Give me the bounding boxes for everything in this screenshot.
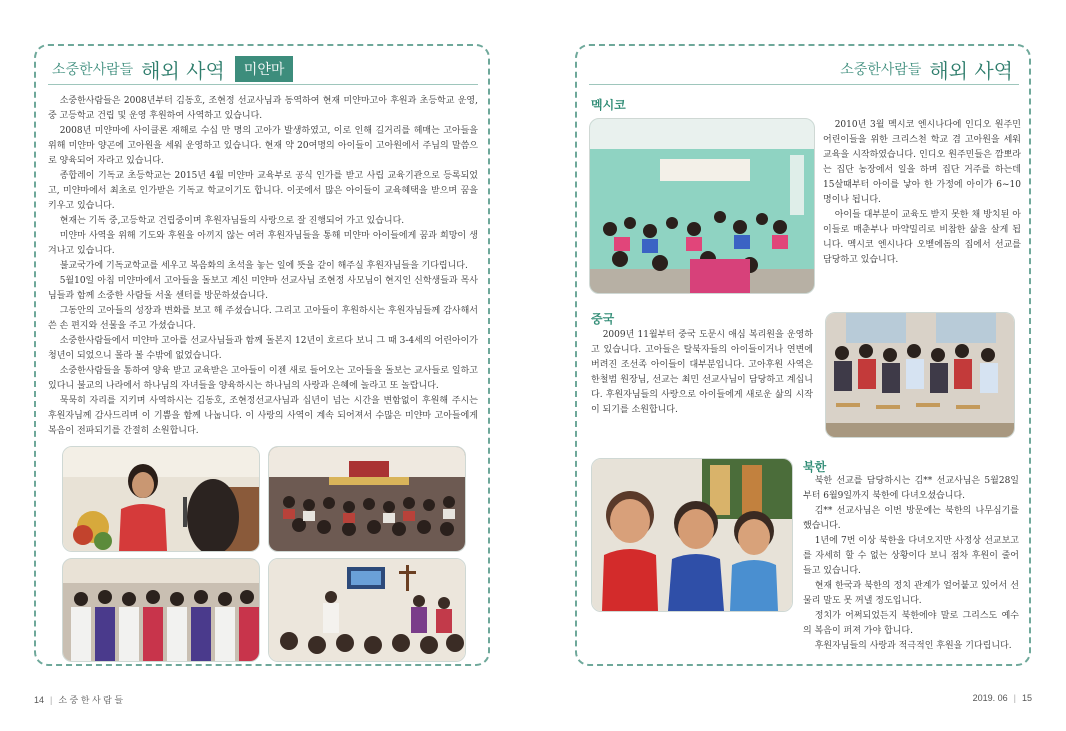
photo-worship-service: [268, 558, 466, 662]
section-title: 해외 사역: [141, 58, 225, 83]
myanmar-article: [48, 94, 478, 439]
article-paragraph: 정치가 어쩌되었든지 북한에야 말로 그리스도 예수의 복음이 퍼져 가야 합니다.: [803, 611, 1019, 636]
brand-label: 소중한사람들: [840, 62, 922, 78]
right-page-header: [840, 54, 1013, 84]
article-paragraph: 5월10일 아침 미얀마에서 고아들을 돌보고 계신 미얀마 선교사님 조현정 사모님이 현지인 신학생들과 목사님들과 함께 소중한 사람들 서울 센터를 방문하셨습니다.: [48, 276, 478, 301]
header-divider: [48, 84, 478, 85]
left-footer: 14 | 소 중 한 사 람 들: [34, 695, 124, 705]
article-paragraph: 미얀마 사역을 위해 기도와 후원을 아끼지 않는 여러 후원자님들을 통해 미얀마 아이들에게 꿈과 희망이 생겨나고 있습니다.: [48, 231, 478, 256]
article-paragraph: 후원자님들의 사랑과 적극적인 후원을 기다립니다.: [814, 641, 1012, 651]
footer-label: 소 중 한 사 람 들: [58, 695, 124, 705]
right-page: [575, 44, 1031, 666]
article-paragraph: 북한 선교를 담당하시는 김** 선교사님은 5월28일부터 6월9일까지 북한에 다녀오셨습니다.: [803, 476, 1019, 501]
left-page: [34, 44, 490, 666]
page-number: 15: [1021, 693, 1032, 703]
country-tag: 미얀마: [235, 56, 294, 82]
article-paragraph: 불교국가에 기독교학교를 세우고 복음화의 초석을 놓는 일에 뜻을 같이 해주실 후원자님들을 기다립니다.: [59, 261, 468, 271]
mexico-heading: 멕시코: [591, 98, 626, 112]
article-paragraph: 아이들 대부분이 교육도 받지 못한 채 방치된 아이들로 매춘부나 마약밀리로 비참한 삶을 살게 됩니다. 멕시코 엔시나다 오벧에돔의 집에서 선교를 담당하고 있습니다.: [823, 210, 1021, 265]
article-paragraph: 현재 한국과 북한의 정치 관계가 얼어붙고 있어서 선물리 말도 못 꺼낼 정도입니다.: [803, 581, 1019, 606]
article-paragraph: 2009년 11월부터 중국 도문시 애심 복리원을 운영하고 있습니다. 고아들은 탈북자들의 아이들이거나 연변에 버려진 조선족 아이들이 대부분입니다. 고아후원 사역은 한철범 원장님, 선교는 최민 선교사님이 담당하고 계십니다. 후원자님들의 사랑으로 아이들에게 새로운 삶의 시작이 되기를 소원합니다.: [591, 330, 813, 415]
north-korea-heading: 북한: [803, 460, 827, 474]
article-paragraph: 2010년 3월 멕시코 엔시나다에 인디오 원주민 어린이들을 위한 크리스천 학교 겸 고아원을 세워 교육을 시작하였습니다. 인디오 원주민들은 깜뽀라는 집단 농장에서 일을 하며 집단 거주를 하는데 15살때부터 아이를 낳아 한 가정에 아이가 6~10명이나 됩니다.: [823, 120, 1021, 205]
photo-china-children: [825, 312, 1015, 438]
header-divider: [589, 84, 1019, 85]
mexico-article: [823, 118, 1021, 268]
article-paragraph: 종합레이 기독교 초등학교는 2015년 4월 미얀마 교육부로 공식 인가를 받고 사립 교육기관으로 등록되었고, 미얀마에서 최초로 인가받은 기독교 학교이기도 합니다. 이곳에서 많은 아이들이 교육혜택을 받으며 꿈을 키우고 있습니다.: [48, 171, 478, 211]
north-korea-article: [803, 474, 1019, 654]
issue-date: 2019. 06: [972, 693, 1008, 703]
article-paragraph: 소중한사람들을 통하여 양육 받고 교육받은 고아들이 이젠 새로 들어오는 고아들을 돌보는 교사들로 일하고 있다니 불교의 나라에서 하나님의 자녀들을 양육하시는 하나님의 사랑과 은혜에 놀라고 또 놀랍니다.: [48, 366, 478, 391]
article-paragraph: 묵묵히 자리를 지키며 사역하시는 김동호, 조현정선교사님과 십년이 넘는 시간을 변함없이 후원해 주시는 후원자님께 감사드리며 이 기쁨을 함께 나눕니다. 이 사랑의 사역이 계속 되어져서 수많은 미얀마 고아들에게 복음이 전파되기를 간절히 소원합니다.: [48, 396, 478, 436]
article-paragraph: 1년에 7번 이상 북한을 다녀오지만 사정상 선교보고를 자세히 할 수 없는 상황이다 보니 점차 후원이 줄어들고 있습니다.: [803, 536, 1019, 576]
page-number: 14: [34, 695, 45, 705]
article-paragraph: 현재는 기독 중,고등학교 건립중이며 후원자님들의 사랑으로 잘 진행되어 가고 있습니다.: [59, 216, 405, 226]
photo-children-smiling: [591, 458, 793, 612]
china-article: [591, 328, 813, 418]
photo-choir: [62, 558, 260, 662]
right-footer: 2019. 06 | 15: [972, 693, 1032, 703]
article-paragraph: 소중한사람들에서 미얀마 고아를 선교사님들과 함께 돌본지 12년이 흐르다 보니 그 때 3-4세의 어린아이가 청년이 되었으니 몰라 볼 수밖에 없었습니다.: [48, 336, 478, 361]
photo-mexico-classroom: [589, 118, 815, 294]
photo-girl-singing: [62, 446, 260, 552]
left-page-header: [52, 54, 293, 84]
brand-label: 소중한사람들: [52, 62, 134, 78]
article-paragraph: 소중한사람들은 2008년부터 김동호, 조현정 선교사님과 동역하여 현재 미얀마고아 후원과 초등학교 운영, 중 고등학교 건립 및 운영 후원하여 사역하고 있습니다.: [48, 96, 478, 121]
article-paragraph: 2008년 미얀마에 사이클론 재해로 수십 만 명의 고아가 발생하였고, 이로 인해 길거리를 헤매는 고아들을 위해 미얀마 양곤에 고아원을 세워 운영하고 있습니다. 현재 약 20여명의 아이들이 고아원에서 주님의 말씀으로 양육되어 자라고 있습니다.: [48, 126, 478, 166]
photo-congregation: [268, 446, 466, 552]
section-title: 해외 사역: [929, 58, 1013, 83]
article-paragraph: 그동안의 고아들의 성장과 변화를 보고 해 주셨습니다. 그리고 고아들이 후원하시는 후원자님들께 감사해서 쓴 손 편지와 선물을 주고 가셨습니다.: [48, 306, 478, 331]
china-heading: 중국: [591, 312, 615, 326]
article-paragraph: 김** 선교사님은 이번 방문에는 북한의 나무심기를 했습니다.: [803, 506, 1019, 531]
